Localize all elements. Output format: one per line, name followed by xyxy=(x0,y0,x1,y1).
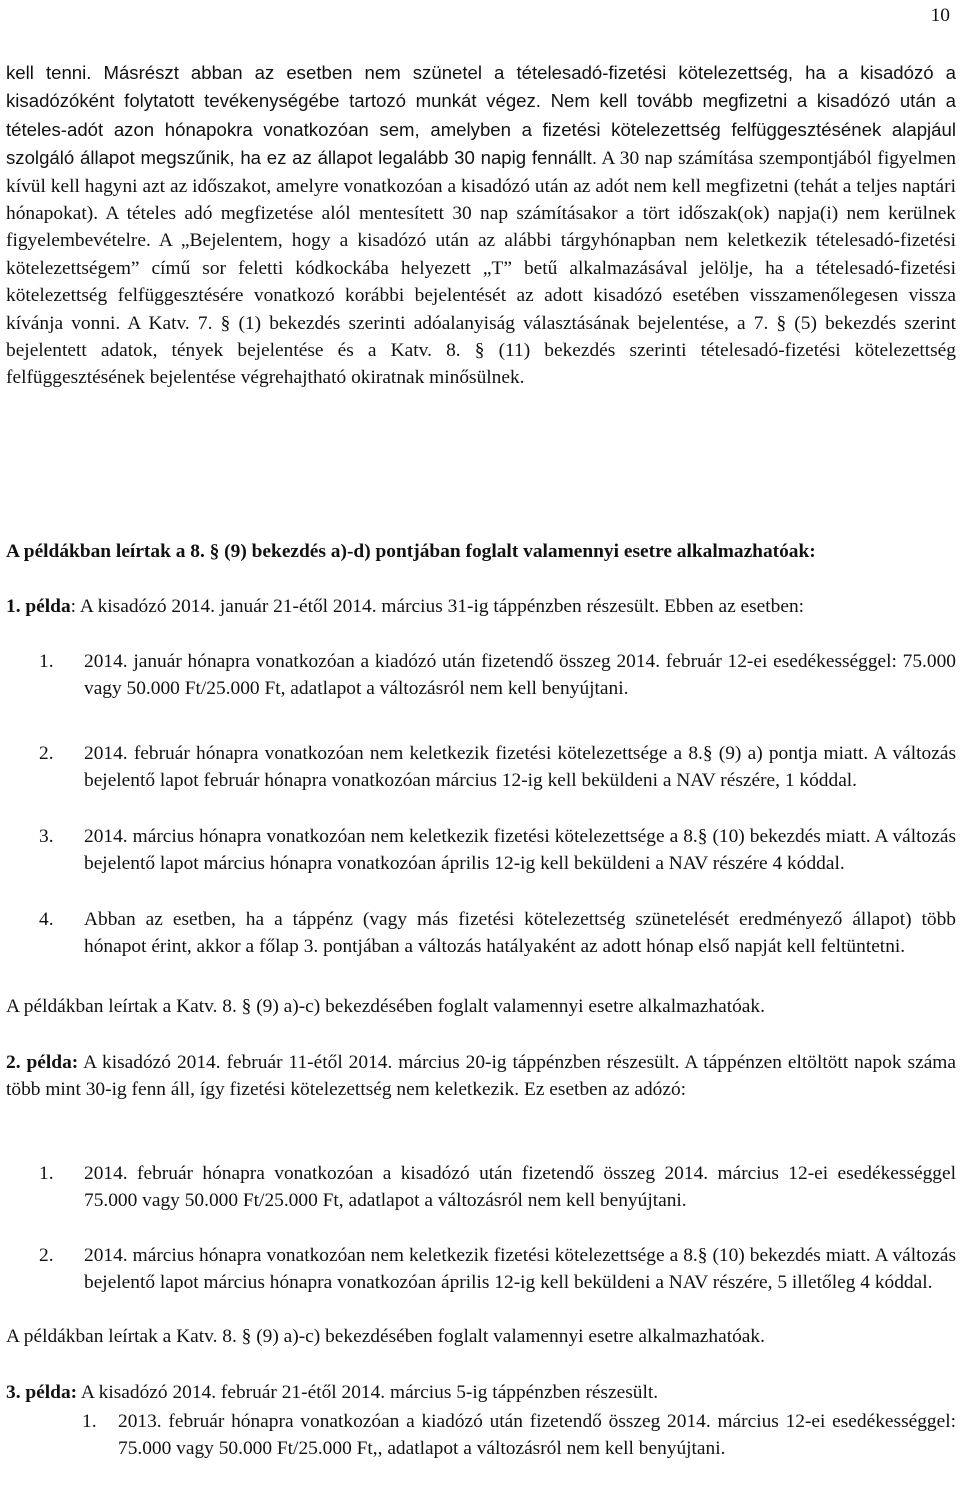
example-label: 3. példa: xyxy=(6,1382,78,1403)
example-label: 2. példa: xyxy=(6,1052,79,1073)
example-1-footer: A példákban leírtak a Katv. 8. § (9) a)-c) bekezdésében foglalt valamennyi esetre alkalmazhatóak. xyxy=(6,996,765,1017)
paragraph-sentence: kell tenni. Másrészt abban az esetben nem szünetel a tételesadó-fizetési kötelezettség, ha a kisadózó a kisadózóként folytatott tevékenységébe tartozó munkát végez. Nem kell tovább megfizetni a kisadózó után a tételes-adót azon hónapokra vonatkozóan sem, amelyben a fizetési kötelezettség felfüggesztésének alapjául szolgáló állapot megszűnik, ha ez az állapot legalább 30 napig fennállt. xyxy=(6,62,956,169)
document-page: 10 kell tenni. Másrészt abban az esetben nem szünetel a tételesadó-fizetési kötelezettség, ha a kisadózó a kisadózóként folytatott tevékenységébe tartozó munkát végez. Nem kell tovább megfizetni a kisadózó után a tételes-adót azon hónapokra vonatkozóan sem, amelyben a fizetési kötelezettség felfüggesztésének alapjául szolgáló állapot megszűnik, ha ez az állapot legalább 30 napig fennállt. A 30 nap számítása szempontjából figyelmen kívül kell hagyni azt az időszakot, amelyre vonatkozóan a kisadózó után az adót nem kell megfizetni (tehát a teljes naptári hónapokat). A tételes adó megfizetése alól mentesített 30 nap számításakor a tört időszak(ok) napja(i) nem kerülnek figyelembevételre. A „Bejelentem, hogy a kisadózó után az alábbi tárgyhónapban nem keletkezik tételesadó-fizetési kötelezettségem” című sor feletti kódkockába helyezett „T” betű alkalmazásával jelölje, ha a tételesadó-fizetési kötelezettség felfüggesztésére vonatkozó korábbi bejelentését az adott kisadózó esetében visszamenőlegesen vissza kívánja vonni. A Katv. 7. § (1) bekezdés szerinti adóalanyiság választásának bejelentése, a 7. § (5) bekezdés szerint bejelentett adatok, tények bejelentése és a Katv. 8. § (11) bekezdés szerinti tételesadó-fizetési kötelezettség felfüggesztésének bejelentése végrehajtható okiratnak minősülnek. A példákban leírtak a 8. § (9) bekezdés a)-d) pontjában foglalt valamennyi esetre alkalmazhatóak: 1. példa: A kisadózó 2014. január 21-étől 2014. március 31-ig táppénzben részesült. Ebben az esetben: 1. 2014. január hónapra vonatkozóan a kiadózó után fizetendő összeg 2014. február 12-ei esedékességgel: 75.000 vagy 50.000 Ft/25.000 Ft, adatlapot a változásról nem kell benyújtani. 2. 2014. február hónapra vonatkozóan nem keletkezik fizetési kötelezettsége a 8.§ (9) a) pontja miatt. A változás bejelentő lapot február hónapra vonatkozóan március 12-ig kell beküldeni a NAV részére, 1 kóddal. 3. 2014. március hónapra vonatkozóan nem keletkezik fizetési kötelezettsége a 8.§ (10) bekezdés miatt. A változás bejelentő lapot március hónapra vonatkozóan április 12-ig kell beküldeni a NAV részére 4 kóddal. 4. Abban az esetben, ha a táppénz (vagy más fizetési kötelezettség szünetelését eredményező állapot) több hónapot érint, akkor a főlap 3. pontjában a változás hatályaként az adott hónap első napját kell feltüntetni. A példákban leírtak a Katv. 8. § (9) a)-c) bekezdésében foglalt valamennyi esetre alkalmazhatóak. 2. példa: A kisadózó 2014. február 11-étől 2014. március 20-ig táppénzben részesült. A táppénzen eltöltött napok száma több mint 30-ig fenn áll, így fizetési kötelezettség nem keletkezik. Ez esetben az adózó: 1. 2014. február hónapra vonatkozóan a kisadózó után fizetendő összeg 2014. március 12-ei esedékességgel 75.000 vagy 50.000 Ft/25.000 Ft, adatlapot a változásról nem kell benyújtani. 2. 2014. március hónapra vonatkozóan nem keletkezik fizetési kötelezettsége a 8.§ (10) bekezdés miatt. A változás bejelentő lapot március hónapra vonatkozóan április 12-ig kell beküldeni a NAV részére, 5 illetőleg 4 kóddal. A példákban leírtak a Katv. 8. § (9) a)-c) bekezdésében foglalt valamennyi esetre alkalmazhatóak. 3. példa: A kisadózó 2014. február 21-étől 2014. március 5-ig táppénzben részesült. 1. 2013. február hónapra vonatkozóan a kiadózó után fizetendő összeg 2014. március 12-ei esedékességgel: 75.000 vagy 50.000 Ft/25.000 Ft,, adatlapot a változásról nem kell benyújtani. xyxy=(6,0,956,1492)
top-paragraph xyxy=(6,59,956,392)
page-number: 10 xyxy=(930,5,950,26)
example-1-intro: 1. példa: A kisadózó 2014. január 21-étől 2014. március 31-ig táppénzben részesült. Ebben az esetben: xyxy=(6,596,805,617)
paragraph-sentence: A tételes adó megfizetése alól mentesített 30 nap számításakor a tört időszak(ok) napja(i) nem kerülnek figyelembevételre. xyxy=(6,203,956,252)
example-3-intro: 3. példa: A kisadózó 2014. február 21-étől 2014. március 5-ig táppénzben részesült. xyxy=(6,1382,659,1403)
example-2-intro: 2. példa: A kisadózó 2014. február 11-étől 2014. március 20-ig táppénzben részesült. A táppénzen eltöltött napok száma több mint 30-ig fenn áll, így fizetési kötelezettség nem keletkezik. Ez esetben az adózó: xyxy=(6,1052,956,1101)
paragraph-sentence: A „Bejelentem, hogy a kisadózó után az alábbi tárgyhónapban nem keletkezik tételesadó-fizetési kötelezettségem” című sor feletti kódkockába helyezett „T” betű alkalmazásával jelölje, ha a tételesadó-fizetési kötelezettség felfüggesztésére vonatkozó korábbi bejelentését az adott kisadózó esetében visszamenőlegesen vissza kívánja vonni. xyxy=(6,230,956,334)
example-label: 1. példa xyxy=(6,596,71,617)
example-2-footer: A példákban leírtak a Katv. 8. § (9) a)-c) bekezdésében foglalt valamennyi esetre alkalmazhatóak. xyxy=(6,1326,765,1347)
paragraph-sentence: A Katv. 7. § (1) bekezdés szerinti adóalanyiság választásának bejelentése, a 7. § (5) bekezdés szerint bejelentett adatok, tények bejelentése és a Katv. 8. § (11) bekezdés szerinti tételesadó-fizetési kötelezettség felfüggesztésének bejelentése végrehajtható okiratnak minősülnek. xyxy=(6,312,956,389)
paragraph-sentence: A 30 nap számítása szempontjából figyelmen kívül kell hagyni azt az időszakot, amelyre vonatkozóan a kisadózó után az adót nem kell megfizetni (tehát a teljes naptári hónapokat). xyxy=(6,148,956,225)
examples-heading: A példákban leírtak a 8. § (9) bekezdés a)-d) pontjában foglalt valamennyi esetre alkalmazhatóak: xyxy=(6,541,816,562)
